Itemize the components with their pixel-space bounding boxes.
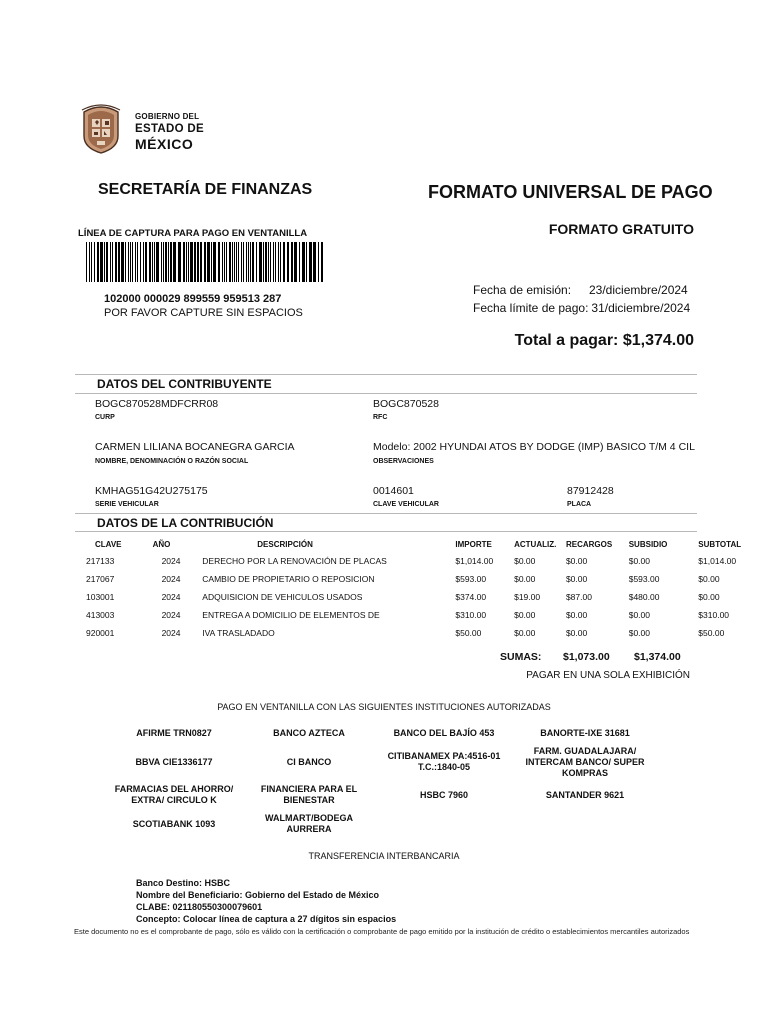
cell-clave: 413003	[86, 610, 115, 620]
emision-value: 23/diciembre/2024	[589, 283, 688, 297]
cell-actualiz: $19.00	[514, 592, 541, 602]
formato-gratuito: FORMATO GRATUITO	[548, 221, 694, 237]
header-anio: AÑO	[152, 539, 171, 549]
instituciones-title: PAGO EN VENTANILLA CON LAS SIGUIENTES INSTITUCIONES AUTORIZADAS	[217, 702, 551, 712]
formato-title: FORMATO UNIVERSAL DE PAGO	[428, 182, 713, 202]
header-descripcion: DESCRIPCIÓN	[257, 539, 313, 549]
institution-item: FARMACIAS DEL AHORRO/ EXTRA/ CIRCULO K	[114, 784, 234, 805]
contribucion-table	[86, 536, 768, 642]
cell-clave: 217067	[86, 574, 115, 584]
linea-captura-number: 102000 000029 899559 959513 287	[104, 293, 282, 305]
cell-descripcion: ADQUISICION DE VEHICULOS USADOS	[202, 592, 363, 602]
logo-line-1: GOBIERNO DEL	[135, 112, 200, 121]
cell-anio: 2024	[161, 610, 181, 620]
cell-importe: $593.00	[455, 574, 487, 584]
institution-item: BBVA CIE1336177	[135, 756, 213, 767]
sumas-subsidio: $1,073.00	[563, 651, 610, 663]
table-row	[86, 606, 768, 624]
limite-label: Fecha límite de pago:	[473, 301, 589, 315]
cell-importe: $1,014.00	[455, 556, 494, 566]
header-clave: CLAVE	[95, 539, 122, 549]
contribucion-title: DATOS DE LA CONTRIBUCIÓN	[97, 516, 274, 530]
serie-value: KMHAG51G42U275175	[95, 485, 208, 497]
cell-recargos: $0.00	[565, 628, 588, 638]
cell-descripcion: ENTREGA A DOMICILIO DE ELEMENTOS DE	[202, 610, 380, 620]
cell-recargos: $0.00	[565, 574, 588, 584]
divider	[75, 393, 697, 394]
secretaria-title: SECRETARÍA DE FINANZAS	[98, 181, 313, 198]
table-row	[86, 570, 768, 588]
observaciones-value: Modelo: 2002 HYUNDAI ATOS BY DODGE (IMP) BASICO T/M 4 CIL	[373, 441, 695, 453]
table-row	[86, 552, 768, 570]
concepto: Concepto: Colocar línea de captura a 27 dígitos sin espacios	[136, 914, 397, 924]
cell-anio: 2024	[161, 556, 181, 566]
beneficiario: Nombre del Beneficiario: Gobierno del Estado de México	[136, 890, 380, 900]
institution-item: SCOTIABANK 1093	[132, 818, 216, 829]
institution-item: CITIBANAMEX PA:4516-01 T.C.:1840-05	[387, 751, 501, 772]
pagar-una-exhibicion: PAGAR EN UNA SOLA EXHIBICIÓN	[526, 670, 690, 681]
placa-value: 87912428	[567, 485, 614, 497]
cell-subtotal: $0.00	[698, 574, 720, 584]
institution-item: BANORTE-IXE 31681	[540, 727, 630, 738]
cell-recargos: $0.00	[565, 556, 588, 566]
cell-clave: 217133	[86, 556, 115, 566]
banco-destino: Banco Destino: HSBC	[136, 878, 231, 888]
institution-item: FINANCIERA PARA EL BIENESTAR	[260, 784, 358, 805]
logo-line-2: ESTADO DE	[135, 123, 204, 135]
contribuyente-title: DATOS DEL CONTRIBUYENTE	[97, 377, 272, 391]
curp-label: CURP	[95, 414, 115, 421]
cell-anio: 2024	[161, 574, 181, 584]
cell-subsidio: $0.00	[628, 610, 650, 620]
nombre-value: CARMEN LILIANA BOCANEGRA GARCIA	[95, 441, 295, 453]
cell-subtotal: $0.00	[698, 592, 720, 602]
curp-value: BOGC870528MDFCRR08	[95, 398, 219, 410]
header-recargos: RECARGOS	[565, 539, 613, 549]
cell-importe: $310.00	[455, 610, 487, 620]
divider	[75, 374, 697, 375]
institution-item: BANCO AZTECA	[273, 727, 345, 738]
institution-item: SANTANDER 9621	[545, 789, 625, 800]
header-subsidio: SUBSIDIO	[628, 539, 668, 549]
instituciones-grid	[108, 722, 668, 838]
placa-label: PLACA	[567, 501, 592, 508]
dates-block	[473, 281, 690, 317]
institution-item: FARM. GUADALAJARA/ INTERCAM BANCO/ SUPER KOMPRAS	[525, 745, 645, 778]
clave-vehicular-label: CLAVE VEHICULAR	[373, 501, 439, 508]
header-subtotal: SUBTOTAL	[698, 539, 742, 549]
rfc-label: RFC	[373, 414, 388, 421]
cell-subsidio: $0.00	[628, 628, 650, 638]
disclaimer: Este documento no es el comprobante de pago, sólo es válido con la certificación o comprobante de pago emitido por la institución de crédito o establecimientos mercantiles autorizados	[74, 927, 690, 936]
total-a-pagar: Total a pagar: $1,374.00	[514, 332, 694, 349]
cell-actualiz: $0.00	[514, 610, 536, 620]
cell-actualiz: $0.00	[514, 556, 536, 566]
divider	[75, 513, 697, 514]
cell-descripcion: DERECHO POR LA RENOVACIÓN DE PLACAS	[202, 556, 387, 566]
institution-item: AFIRME TRN0827	[136, 727, 212, 738]
institution-item: HSBC 7960	[419, 789, 469, 800]
cell-subtotal: $310.00	[698, 610, 730, 620]
cell-recargos: $87.00	[565, 592, 592, 602]
logo-text	[135, 110, 204, 152]
institution-item: WALMART/BODEGA AURRERA	[265, 813, 353, 834]
linea-captura-label: LÍNEA DE CAPTURA PARA PAGO EN VENTANILLA	[78, 228, 308, 239]
serie-label: SERIE VEHICULAR	[95, 501, 159, 508]
observaciones-label: OBSERVACIONES	[373, 458, 434, 465]
cell-subsidio: $593.00	[628, 574, 660, 584]
nombre-label: NOMBRE, DENOMINACIÓN O RAZÓN SOCIAL	[95, 458, 249, 465]
rfc-value: BOGC870528	[373, 398, 439, 410]
cell-descripcion: CAMBIO DE PROPIETARIO O REPOSICION	[202, 574, 375, 584]
cell-subsidio: $0.00	[628, 556, 650, 566]
cell-actualiz: $0.00	[514, 574, 536, 584]
cell-subtotal: $50.00	[698, 628, 725, 638]
institution-item	[514, 810, 656, 838]
cell-subtotal: $1,014.00	[698, 556, 737, 566]
transferencia-block	[136, 877, 396, 925]
header-actualiz: ACTUALIZ.	[514, 539, 557, 549]
cell-clave: 920001	[86, 628, 115, 638]
sumas-subtotal: $1,374.00	[634, 651, 681, 663]
linea-captura-hint: POR FAVOR CAPTURE SIN ESPACIOS	[104, 307, 303, 319]
barcode-icon	[86, 242, 326, 282]
logo-line-3: MÉXICO	[135, 136, 194, 152]
limite-value: 31/diciembre/2024	[591, 301, 691, 315]
cell-anio: 2024	[161, 628, 181, 638]
divider	[75, 531, 697, 532]
cell-descripcion: IVA TRASLADADO	[202, 628, 275, 638]
cell-clave: 103001	[86, 592, 115, 602]
table-row	[86, 624, 768, 642]
cell-subsidio: $480.00	[628, 592, 660, 602]
institution-item	[378, 810, 510, 838]
table-header-row	[86, 536, 768, 552]
institution-item: CI BANCO	[286, 756, 332, 767]
header-importe: IMPORTE	[455, 539, 492, 549]
cell-anio: 2024	[161, 592, 181, 602]
clabe: CLABE: 021180550300079601	[136, 902, 263, 912]
clave-vehicular-value: 0014601	[373, 485, 414, 497]
cell-recargos: $0.00	[565, 610, 588, 620]
cell-importe: $374.00	[455, 592, 487, 602]
estado-de-mexico-emblem-icon	[80, 102, 122, 154]
emision-label: Fecha de emisión:	[473, 283, 572, 297]
cell-importe: $50.00	[455, 628, 482, 638]
institution-item: BANCO DEL BAJÍO 453	[393, 727, 495, 738]
transferencia-title: TRANSFERENCIA INTERBANCARIA	[308, 851, 460, 861]
cell-actualiz: $0.00	[514, 628, 536, 638]
sumas-label: SUMAS:	[500, 651, 542, 663]
table-row	[86, 588, 768, 606]
